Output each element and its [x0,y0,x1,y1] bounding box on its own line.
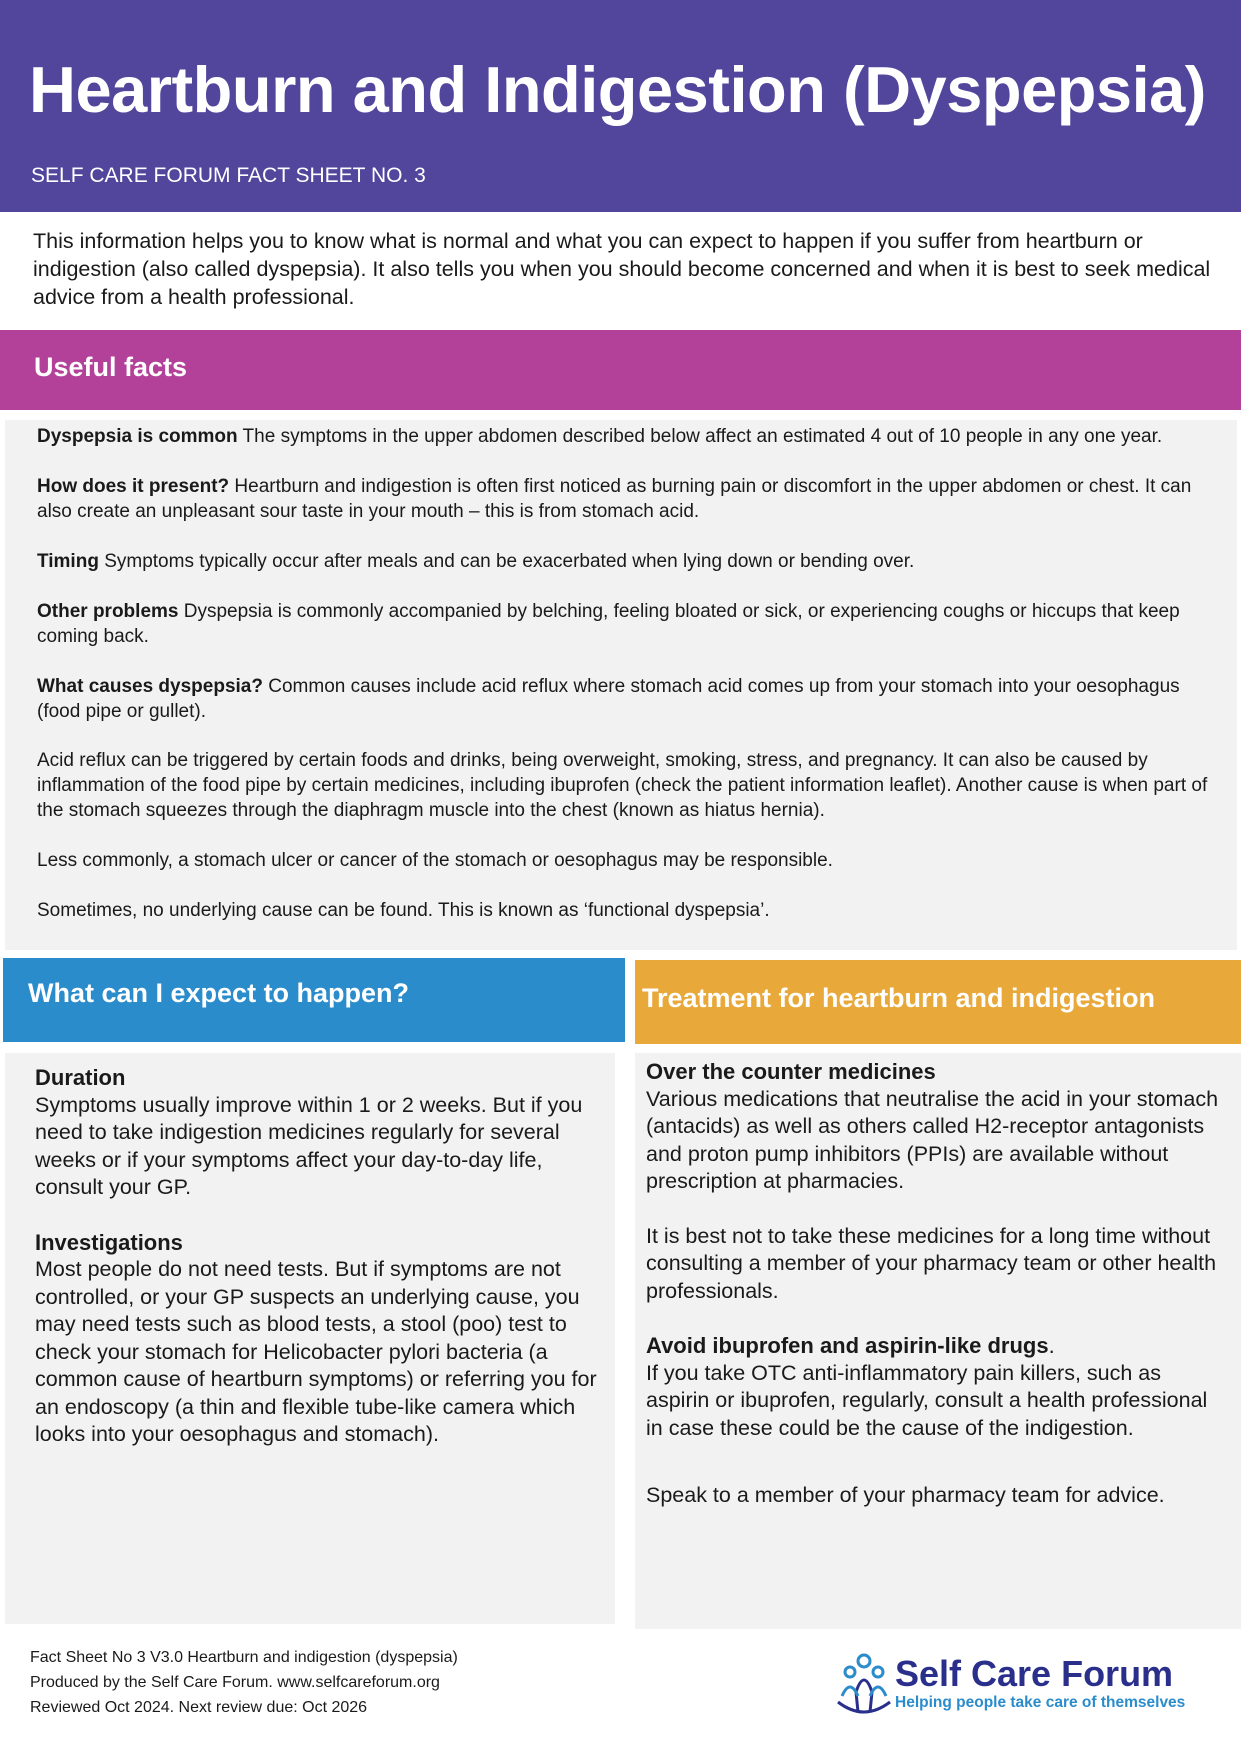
fact-acid-reflux: Acid reflux can be triggered by certain foods and drinks, being overweight, smoking, stress, and pregnancy. It can also be caused by inflammation of the food pipe by certain medicines, including ibuprofen (check the patient information leaflet). Another cause is when part of the stomach squeezes through the diaphragm muscle into the chest (known as hiatus hernia). [37,750,1208,821]
otc-heading: Over the counter medicines [646,1059,936,1084]
logo-name: Self Care Forum [895,1653,1174,1694]
footer-line-2: Produced by the Self Care Forum. www.selfcareforum.org [30,1674,440,1691]
best-not-text: It is best not to take these medicines for a long time without consulting a member of your pharmacy team or other health professionals. [646,1223,1217,1303]
speak-text: Speak to a member of your pharmacy team for advice. [646,1483,1165,1507]
fact-other-problems: Other problems Dyspepsia is commonly accompanied by belching, feeling bloated or sick, or experiencing coughs or hiccups that keep coming back. [37,601,1180,647]
useful-facts-panel [5,420,1237,950]
useful-facts-heading: Useful facts [34,352,188,382]
fact-causes: What causes dyspepsia? Common causes include acid reflux where stomach acid comes up from your stomach into your oesophagus (food pipe or gullet). [37,676,1180,722]
avoid-heading: Avoid ibuprofen and aspirin-like drugs. [646,1333,1055,1358]
footer-line-3: Reviewed Oct 2024. Next review due: Oct 2026 [30,1699,368,1716]
fact-timing: Timing Symptoms typically occur after meals and can be exacerbated when lying down or bending over. [37,551,915,572]
fact-functional-dyspepsia: Sometimes, no underlying cause can be found. This is known as ‘functional dyspepsia’. [37,900,770,921]
intro-paragraph: This information helps you to know what is normal and what you can expect to happen if you suffer from heartburn or indigestion (also called dyspepsia). It also tells you when you should become concerned and when it is best to seek medical advice from a health professional. [33,229,1211,309]
fact-how-present: How does it present? Heartburn and indigestion is often first noticed as burning pain or discomfort in the upper abdomen or chest. It can also create an unpleasant sour taste in your mouth – this is from stomach acid. [37,476,1192,522]
avoid-text: If you take OTC anti-inflammatory pain killers, such as aspirin or ibuprofen, regularly, consult a health professional in case these could be the cause of the indigestion. [646,1360,1208,1440]
expect-heading: What can I expect to happen? [28,978,410,1008]
fact-less-commonly: Less commonly, a stomach ulcer or cancer of the stomach or oesophagus may be responsible. [37,850,833,871]
treatment-heading: Treatment for heartburn and indigestion [642,983,1156,1013]
expect-content [35,1064,610,1449]
treatment-panel [635,1053,1241,1629]
duration-text: Symptoms usually improve within 1 or 2 weeks. But if you need to take indigestion medicines regularly for several weeks or if your symptoms affect your day-to-day life, consult your GP. [35,1092,583,1199]
people-logo-icon [836,1652,892,1716]
duration-heading: Duration [35,1065,126,1090]
expect-panel [5,1053,615,1624]
treatment-content [646,1058,1221,1510]
page-subtitle: SELF CARE FORUM FACT SHEET NO. 3 [31,164,426,187]
investigations-heading: Investigations [35,1229,183,1255]
logo-tagline: Helping people take care of themselves [895,1694,1186,1711]
otc-text: Various medications that neutralise the acid in your stomach (antacids) as well as others called H2-receptor antagonists and proton pump inhibitors (PPIs) are available without prescription at pharmacies. [646,1086,1219,1193]
page-title: Heartburn and Indigestion (Dyspepsia) [29,53,1206,126]
footer-line-1: Fact Sheet No 3 V3.0 Heartburn and indigestion (dyspepsia) [30,1649,458,1666]
investigations-text: Most people do not need tests. But if symptoms are not controlled, or your GP suspects an underlying cause, you may need tests such as blood tests, a stool (poo) test to check your stomach for Helicobacter pylori bacteria (a common cause of heartburn symptoms) or referring you for an endoscopy (a thin and flexible tube-like camera which looks into your oesophagus and stomach). [35,1257,597,1446]
fact-dyspepsia-common: Dyspepsia is common The symptoms in the upper abdomen described below affect an estimated 4 out of 10 people in any one year. [37,426,1163,447]
